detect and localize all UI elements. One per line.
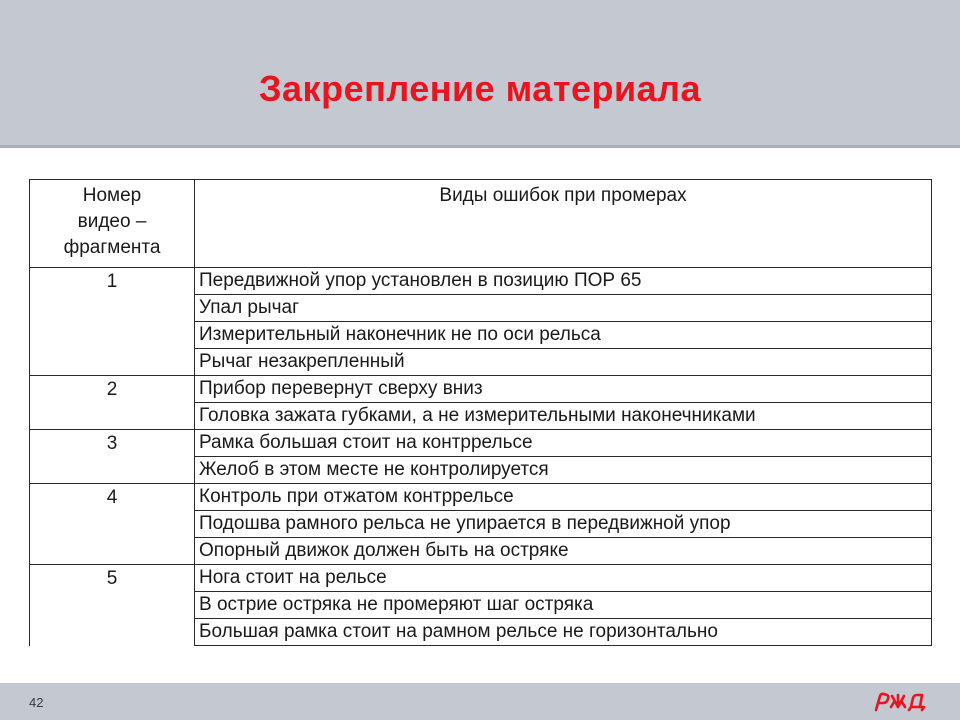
error-cell: Головка зажата губками, а не измерительными наконечниками <box>195 403 932 430</box>
column-header-number-line: видео – <box>77 211 147 232</box>
table-row <box>30 565 932 592</box>
error-cell: Измерительный наконечник не по оси рельса <box>195 322 932 349</box>
column-header-number-line: Номер <box>82 185 142 206</box>
table-row <box>30 376 932 403</box>
video-number-cell: 4 <box>30 484 195 565</box>
slide-footer <box>0 683 960 720</box>
error-cell: Рамка большая стоит на контррельсе <box>195 430 932 457</box>
slide-title: Закрепление материала <box>258 68 702 109</box>
error-cell: Рычаг незакрепленный <box>195 349 932 376</box>
error-cell: В острие остряка не промеряют шаг остряка <box>195 592 932 619</box>
table-row <box>30 268 932 295</box>
video-number-cell: 5 <box>30 565 195 646</box>
column-header-number-line: фрагмента <box>63 237 161 258</box>
error-cell: Прибор перевернут сверху вниз <box>195 376 932 403</box>
column-header-number <box>30 180 195 268</box>
error-cell: Контроль при отжатом контррельсе <box>195 484 932 511</box>
video-number-cell: 1 <box>30 268 195 376</box>
table-row <box>30 484 932 511</box>
error-cell: Желоб в этом месте не контролируется <box>195 457 932 484</box>
error-cell: Нога стоит на рельсе <box>195 565 932 592</box>
table-header-row <box>30 180 932 268</box>
rzd-logo <box>870 690 932 712</box>
video-number-cell: 2 <box>30 376 195 430</box>
table-row <box>30 430 932 457</box>
column-header-errors: Виды ошибок при промерах <box>195 180 932 268</box>
error-cell: Большая рамка стоит на рамном рельсе не горизонтально <box>195 619 932 646</box>
video-number-cell: 3 <box>30 430 195 484</box>
error-cell: Упал рычаг <box>195 295 932 322</box>
errors-table <box>29 179 932 646</box>
error-cell: Передвижной упор установлен в позицию ПОР 65 <box>195 268 932 295</box>
page-number: 42 <box>29 695 44 710</box>
error-cell: Опорный движок должен быть на остряке <box>195 538 932 565</box>
error-cell: Подошва рамного рельса не упирается в передвижной упор <box>195 511 932 538</box>
header-divider <box>0 145 960 148</box>
